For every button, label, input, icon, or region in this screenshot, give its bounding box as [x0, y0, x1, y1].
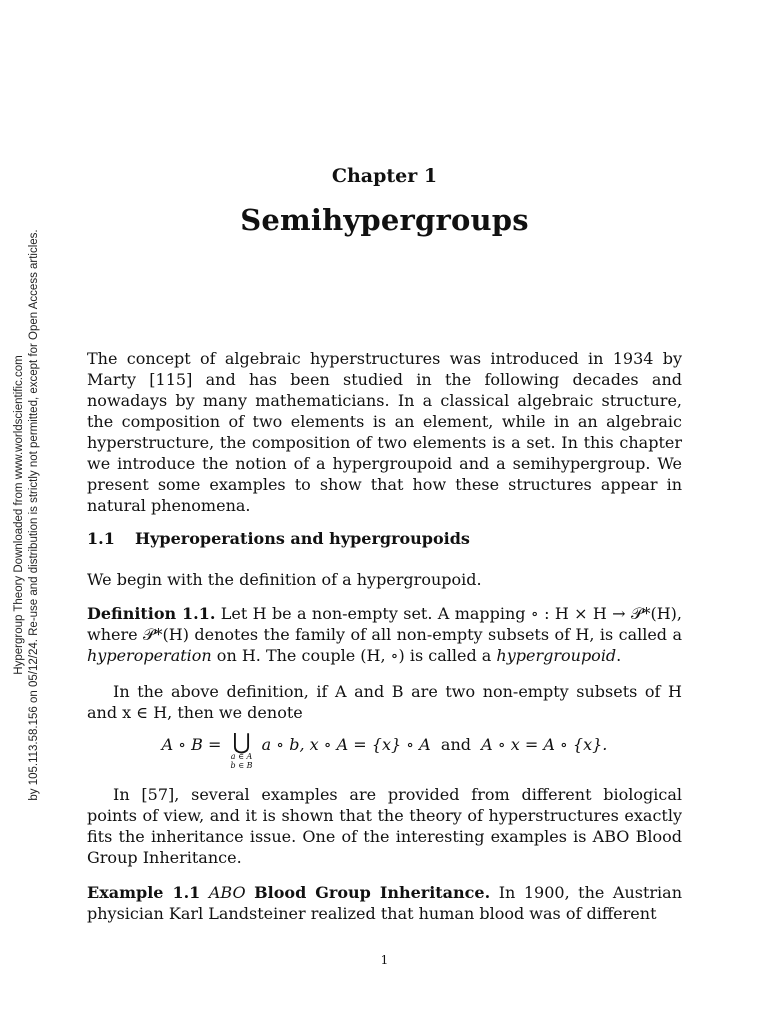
download-notice-line-1: Hypergroup Theory Downloaded from www.worldscientific.com	[13, 355, 25, 675]
section-heading	[87, 528, 682, 549]
example-heading: Blood Group Inheritance.	[254, 883, 491, 902]
definition-term-hypergroupoid: hypergroupoid	[496, 646, 617, 665]
equation-lhs: A ∘ B =	[161, 735, 222, 754]
example-label: Example 1.1	[87, 883, 201, 902]
chapter-label: Chapter 1	[331, 165, 438, 187]
section-title: Hyperoperations and hypergroupoids	[135, 529, 470, 548]
example-text: In 1900, the Austrian physician Karl Landsteiner realized that human blood was of different	[87, 883, 683, 923]
download-notice	[4, 220, 50, 810]
chapter-title: Semihypergroups	[240, 203, 529, 237]
page-number: 1	[380, 953, 389, 967]
union-subscript-1: a ∈ A	[230, 752, 253, 761]
definition-block	[87, 603, 682, 666]
union-operator	[230, 730, 253, 770]
above-definition-paragraph: In the above definition, if A and B are two non-empty subsets of H and x ∈ H, then we denote	[87, 682, 682, 722]
section-number: 1.1	[87, 529, 115, 548]
definition-text-3: .	[616, 646, 622, 665]
union-subscript-2: b ∈ B	[230, 761, 253, 770]
definition-text-2: on H. The couple (H, ∘) is called a	[211, 646, 497, 665]
definition-label: Definition 1.1.	[87, 604, 216, 623]
display-equation	[87, 730, 682, 770]
download-notice-line-2: by 105.113.58.156 on 05/12/24. Re-use and distribution is strictly not permitted, except for Open Access articles.	[28, 229, 40, 801]
definition-text-1: Let H be a non-empty set. A mapping ∘ : H × H → 𝒫*(H), where 𝒫*(H) denotes the family of all non-empty subsets of H, is called a	[87, 604, 682, 644]
begin-paragraph: We begin with the definition of a hypergroupoid.	[87, 570, 482, 589]
definition-term-hyperoperation: hyperoperation	[87, 646, 212, 665]
intro-paragraph: The concept of algebraic hyperstructures was introduced in 1934 by Marty [115] and has been studied in the following decades and nowadays by many mathematicians. In a classical algebraic structure, the composition of two elements is an element, while in an algebraic hyperstructure, the composition of two elements is a set. In this chapter we introduce the notion of a hypergroupoid and a semihypergroup. We present some examples to show that how these structures appear in natural phenomena.	[87, 349, 682, 515]
equation-part-1: a ∘ b, x ∘ A = {x} ∘ A	[261, 735, 431, 754]
example-block	[87, 882, 682, 924]
union-symbol: ⋃	[232, 730, 251, 755]
equation-part-2: A ∘ x = A ∘ {x}.	[481, 735, 608, 754]
equation-and: and	[440, 735, 471, 754]
example-abo: ABO	[208, 883, 246, 902]
examples-paragraph: In [57], several examples are provided from different biological points of view, and it is shown that the theory of hyperstructures exactly fits the inheritance issue. One of the interesting examples is ABO Blood Group Inheritance.	[87, 785, 682, 867]
